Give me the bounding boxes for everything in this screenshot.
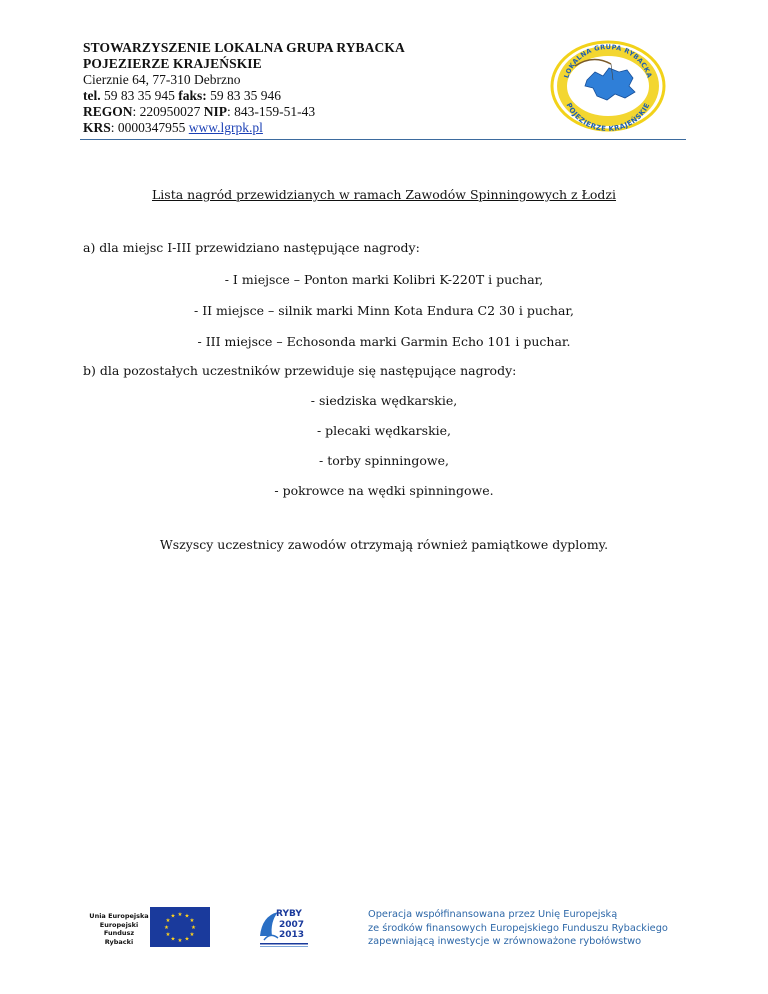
prize-item: - siedziska wędkarskie, [310,393,458,408]
eu-flag-icon [150,907,210,947]
svg-text:★: ★ [189,932,195,938]
eu-fund-text: Unia Europejska Europejski Fundusz Rybacki [89,912,149,946]
org-phone-line [83,88,603,104]
svg-text:★: ★ [177,938,183,944]
org-name-line1: STOWARZYSZENIE LOKALNA GRUPA RYBACKA [83,40,405,55]
svg-text:★: ★ [191,925,196,931]
fax-label: faks: [178,88,207,103]
svg-text:★: ★ [165,918,171,924]
letterhead [83,40,603,136]
prize-item: - plecaki wędkarskie, [316,423,452,438]
prize-item: - I miejsce – Ponton marki Kolibri K-220T i puchar, [224,272,544,287]
svg-text:★: ★ [184,913,190,920]
section-b-heading: b) dla pozostałych uczestników przewiduje się następujące nagrody: [83,363,517,378]
ryby-brand: RYBY [276,909,302,919]
svg-text:★: ★ [189,918,195,924]
prize-item: - II miejsce – silnik marki Minn Kota Endura C2 30 i puchar, [194,303,574,318]
regon-label: REGON [83,104,133,119]
tel-label: tel. [83,88,101,103]
org-ids-line [83,104,603,120]
org-krs-line [83,120,603,136]
ryby-years-bottom: 2013 [279,930,305,940]
regon-value: : 220950027 [132,104,201,119]
website-link[interactable]: www.lgrpk.pl [188,120,263,135]
header-divider [80,139,686,140]
prize-item: - pokrowce na wędki spinningowe. [274,483,494,498]
nip-label: NIP [203,104,228,119]
prize-item: - torby spinningowe, [319,453,449,468]
svg-text:★: ★ [165,932,171,938]
svg-text:★: ★ [170,936,176,943]
org-name-line2: POJEZIERZE KRAJEŃSKIE [83,56,262,71]
svg-text:★: ★ [184,936,190,943]
svg-text:★: ★ [164,925,169,931]
ryby-years-top: 2007 [279,920,305,930]
krs-label: KRS [83,120,111,135]
fax-value: 59 83 35 946 [210,88,282,103]
closing-statement: Wszyscy uczestnicy zawodów otrzymają również pamiątkowe dyplomy. [159,537,609,552]
ryby-2007-2013-logo-icon [256,906,312,950]
org-address: Cierznie 64, 77-310 Debrzno [83,72,241,87]
prize-item: - III miejsce – Echosonda marki Garmin Echo 101 i puchar. [197,334,571,349]
logo-bottom-text: POJEZIERZE KRAJEŃSKIE [564,101,652,132]
tel-value: 59 83 35 945 [104,88,175,103]
svg-text:★: ★ [177,912,183,918]
cofinancing-note: Operacja współfinansowana przez Unię Europejską ze środków finansowych Europejskiego Funduszu Rybackiego zapewniającą inwestycje w zrównoważone rybołówstwo [368,909,668,947]
krs-value: : 0000347955 [110,120,186,135]
svg-text:★: ★ [170,913,176,920]
logo-top-text: LOKALNA GRUPA RYBACKA [562,42,654,80]
nip-value: : 843-159-51-43 [227,104,316,119]
section-a-heading: a) dla miejsc I-III przewidziano następujące nagrody: [83,240,420,255]
lgr-logo-icon [549,36,667,132]
document-title: Lista nagród przewidzianych w ramach Zawodów Spinningowych z Łodzi [151,187,617,202]
